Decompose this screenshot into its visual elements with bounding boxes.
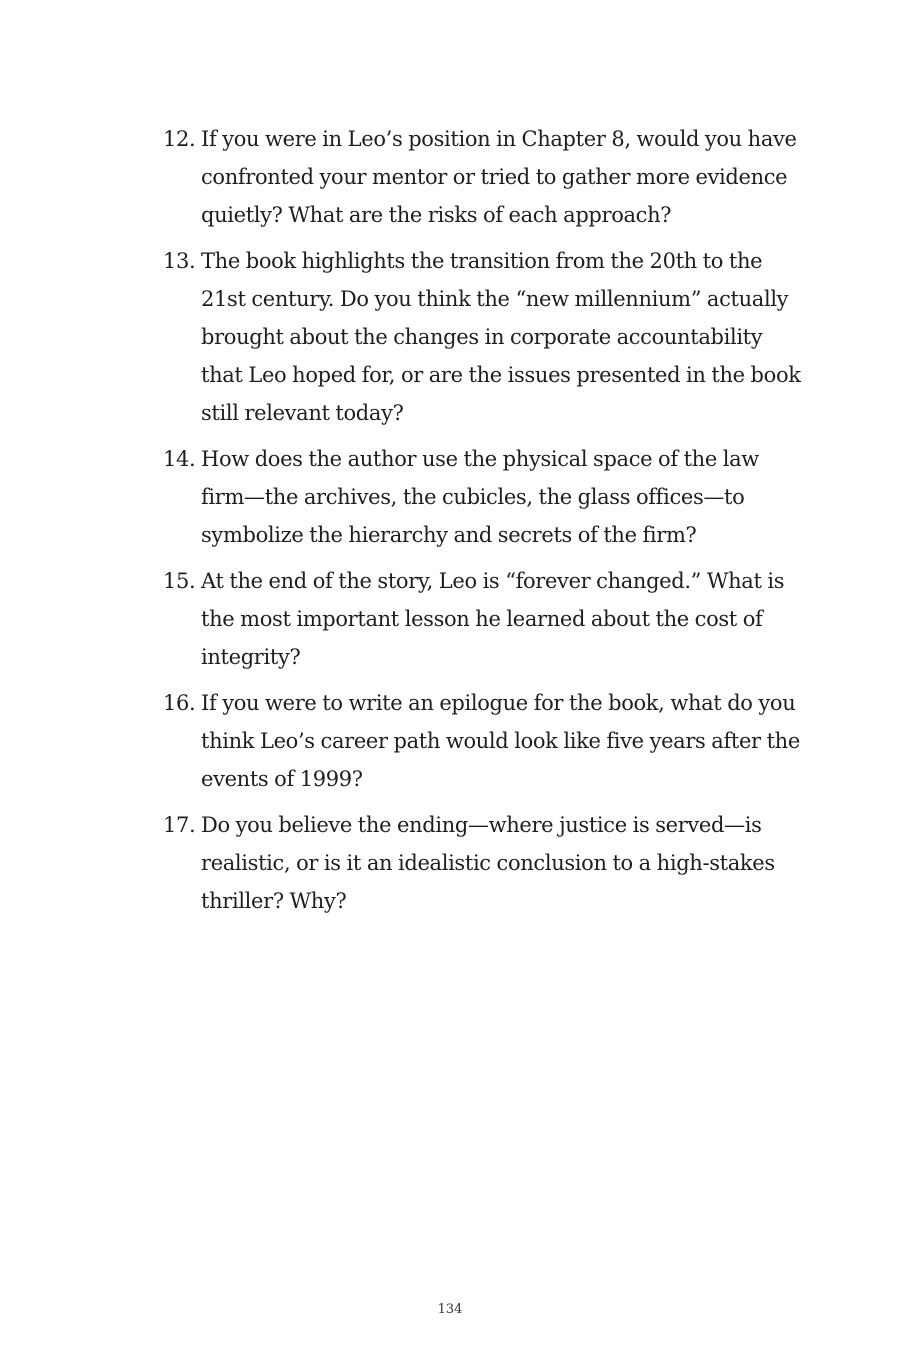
question-item xyxy=(163,242,803,432)
question-number: 15. xyxy=(163,569,196,593)
question-item xyxy=(163,440,803,554)
question-text: If you were to write an epilogue for the book, what do you think Leo’s career path would look like five years after the events of 1999? xyxy=(201,691,800,791)
question-item xyxy=(163,120,803,234)
question-text: How does the author use the physical space of the law firm—the archives, the cubicles, the glass offices—to symbolize the hierarchy and secrets of the firm? xyxy=(201,447,759,547)
question-number: 14. xyxy=(163,447,196,471)
question-number: 16. xyxy=(163,691,196,715)
question-text: At the end of the story, Leo is “forever changed.” What is the most important lesson he learned about the cost of integrity? xyxy=(201,569,785,669)
page-number: 134 xyxy=(437,1302,463,1317)
question-item xyxy=(163,562,803,676)
question-text: The book highlights the transition from the 20th to the 21st century. Do you think the “new millennium” actually brought about the changes in corporate accountability that Leo hoped for, or are the issues presented in the book still relevant today? xyxy=(201,249,801,425)
question-item xyxy=(163,684,803,798)
question-item xyxy=(163,806,803,920)
discussion-questions-list xyxy=(163,120,803,928)
question-number: 12. xyxy=(163,127,196,151)
question-text: Do you believe the ending—where justice is served—is realistic, or is it an idealistic conclusion to a high-stakes thriller? Why? xyxy=(201,813,775,913)
question-text: If you were in Leo’s position in Chapter 8, would you have confronted your mentor or tried to gather more evidence quietly? What are the risks of each approach? xyxy=(201,127,797,227)
question-number: 17. xyxy=(163,813,196,837)
question-number: 13. xyxy=(163,249,196,273)
